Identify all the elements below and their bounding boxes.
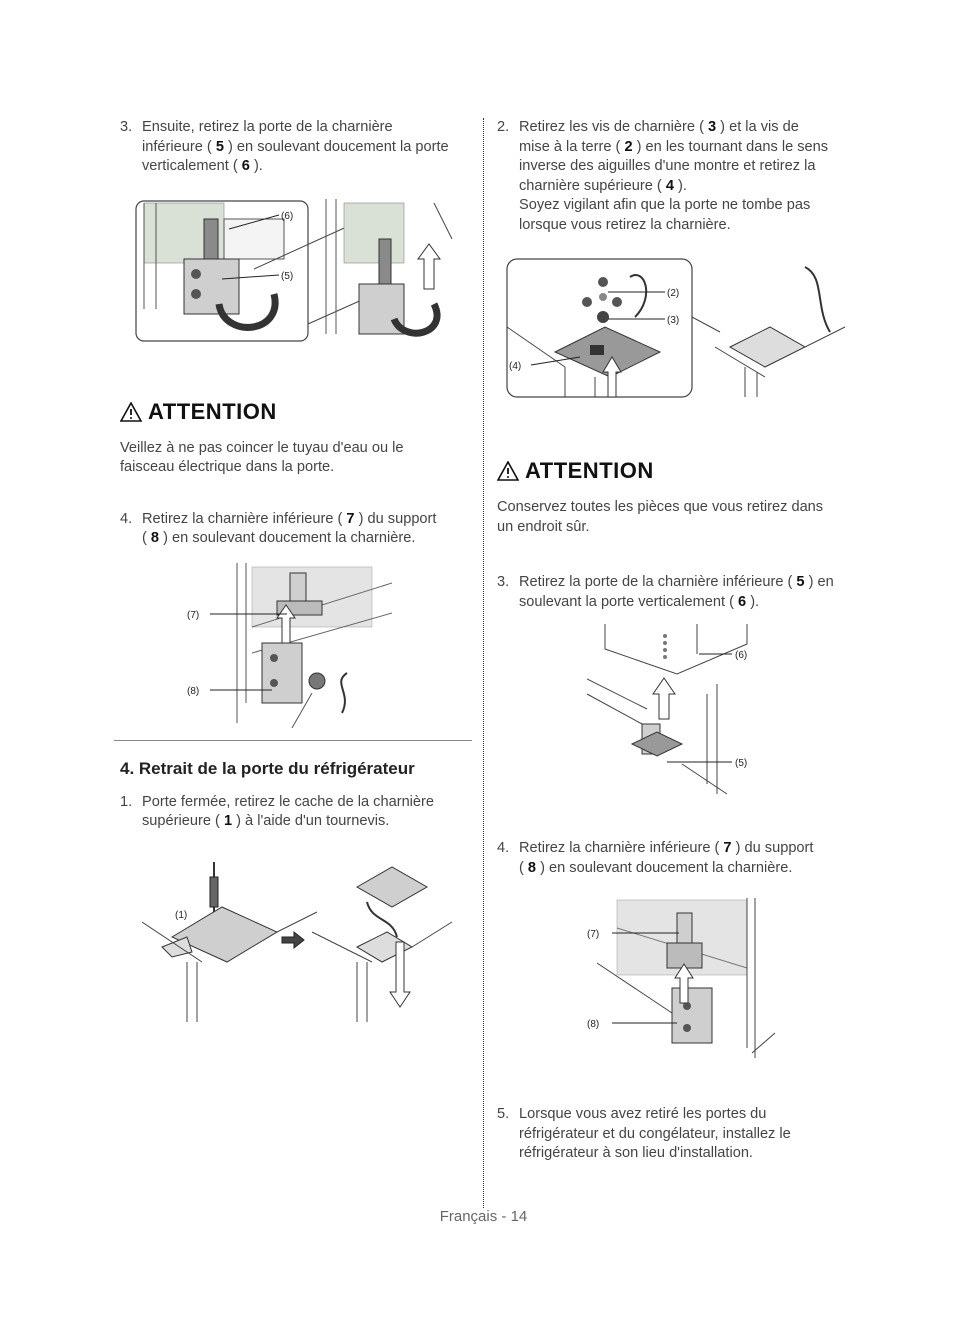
- section-divider: [114, 740, 472, 741]
- callout-8: (8): [587, 1019, 600, 1030]
- figure-lower-hinge-door-lift: [134, 199, 470, 344]
- figure-lower-hinge-bracket: [182, 563, 470, 728]
- callout-4: (4): [509, 361, 522, 372]
- figure-upper-hinge-cover: [142, 862, 470, 1022]
- figure-upper-hinge-screws: [505, 257, 857, 402]
- warning-triangle-icon: [497, 461, 519, 481]
- right-step-4: 4. Retirez la charnière inférieure ( 7 ) du support ( 8 ) en soulevant doucement la charnière.: [497, 840, 814, 876]
- callout-2: (2): [667, 288, 680, 299]
- column-divider: [483, 118, 484, 1208]
- figure-lower-door-lift: [587, 624, 857, 799]
- section-title: 4. Retrait de la porte du réfrigérateur: [120, 758, 415, 778]
- left-step-1: 1. Porte fermée, retirez le cache de la charnière supérieure ( 1 ) à l'aide d'un tournevis.: [120, 793, 435, 829]
- callout-5: (5): [735, 758, 748, 769]
- right-column: [497, 118, 857, 1164]
- right-attention-text: Conservez toutes les pièces que vous retirez dans un endroit sûr.: [497, 499, 824, 535]
- callout-3: (3): [667, 315, 680, 326]
- callout-6: (6): [735, 650, 748, 661]
- page-footer: Français - 14: [439, 1208, 528, 1225]
- right-attention-heading: ATTENTION: [497, 458, 857, 484]
- callout-8: (8): [187, 685, 200, 697]
- right-step-5: 5. Lorsque vous avez retiré les portes du réfrigérateur et du congélateur, installez le réfrigérateur à son lieu d'installation.: [497, 1106, 791, 1161]
- left-attention-heading: ATTENTION: [120, 399, 470, 425]
- callout-5: (5): [281, 270, 294, 282]
- callout-6: (6): [281, 210, 294, 222]
- figure-lower-hinge-bracket-right: [577, 898, 857, 1063]
- left-attention-text: Veillez à ne pas coincer le tuyau d'eau ou le faisceau électrique dans la porte.: [120, 439, 404, 475]
- left-column: [120, 118, 470, 1022]
- right-step-2: 2. Retirez les vis de charnière ( 3 ) et la vis de mise à la terre ( 2 ) en les tournant dans le sens inverse des aiguilles d'une montre et retirez la charnière supérieure ( 4 ). Soyez vigilant afin que la porte ne tombe pas lorsque vous retirez la charnière.: [497, 119, 829, 233]
- left-step-3: 3. Ensuite, retirez la porte de la charnière inférieure ( 5 ) en soulevant doucement la porte verticalement ( 6 ).: [120, 119, 449, 174]
- warning-triangle-icon: [120, 402, 142, 422]
- callout-1: (1): [175, 909, 188, 921]
- callout-7: (7): [187, 609, 200, 621]
- left-step-4: 4. Retirez la charnière inférieure ( 7 ) du support ( 8 ) en soulevant doucement la charnière.: [120, 510, 437, 546]
- callout-7: (7): [587, 929, 600, 940]
- right-step-3: 3. Retirez la porte de la charnière inférieure ( 5 ) en soulevant la porte verticalement ( 6 ).: [497, 574, 834, 610]
